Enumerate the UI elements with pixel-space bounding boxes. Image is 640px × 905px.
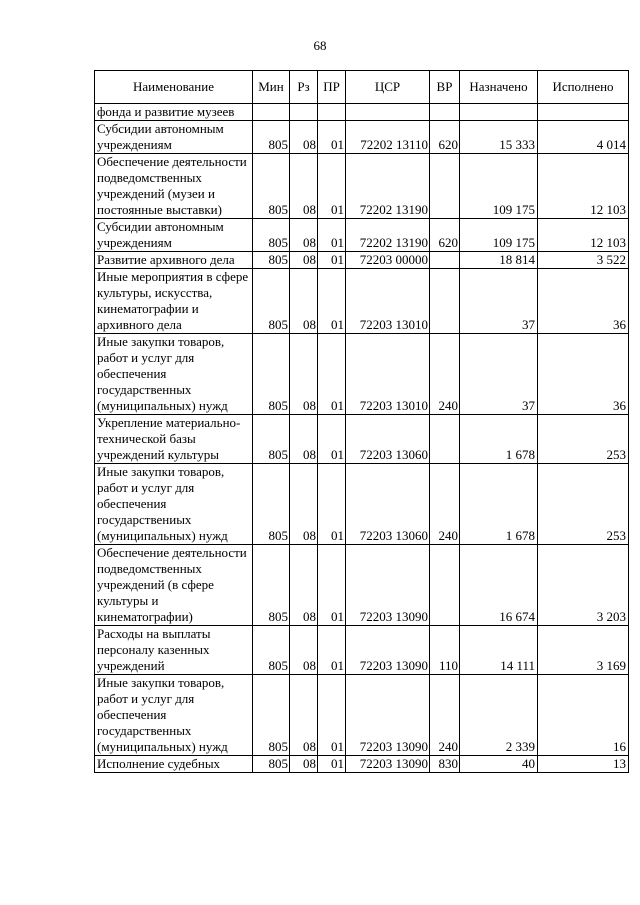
table-row: [95, 154, 629, 219]
header-assigned: Назначено: [460, 71, 538, 104]
table-row: [95, 415, 629, 464]
cell-executed: 253: [538, 464, 629, 545]
cell-pr: 01: [318, 121, 346, 154]
cell-vr: 620: [430, 121, 460, 154]
cell-name: Развитие архивного дела: [95, 252, 253, 269]
cell-executed: 36: [538, 269, 629, 334]
header-vr: ВР: [430, 71, 460, 104]
cell-executed: 3 203: [538, 545, 629, 626]
table-body: [95, 104, 629, 773]
cell-rz: 08: [290, 545, 318, 626]
header-rz: Рз: [290, 71, 318, 104]
cell-rz: 08: [290, 756, 318, 773]
cell-rz: 08: [290, 464, 318, 545]
cell-min: [253, 104, 290, 121]
cell-vr: [430, 269, 460, 334]
cell-csr: [346, 104, 430, 121]
cell-min: 805: [253, 415, 290, 464]
table-row: [95, 252, 629, 269]
cell-rz: 08: [290, 415, 318, 464]
cell-assigned: 2 339: [460, 675, 538, 756]
cell-assigned: 1 678: [460, 415, 538, 464]
cell-vr: [430, 104, 460, 121]
cell-pr: [318, 104, 346, 121]
header-csr: ЦСР: [346, 71, 430, 104]
cell-rz: 08: [290, 334, 318, 415]
cell-pr: 01: [318, 154, 346, 219]
cell-pr: 01: [318, 464, 346, 545]
table-row: [95, 219, 629, 252]
cell-vr: [430, 545, 460, 626]
cell-csr: 72203 13090: [346, 545, 430, 626]
cell-rz: 08: [290, 269, 318, 334]
cell-pr: 01: [318, 219, 346, 252]
cell-assigned: 15 333: [460, 121, 538, 154]
cell-csr: 72202 13190: [346, 154, 430, 219]
cell-vr: [430, 252, 460, 269]
cell-vr: [430, 415, 460, 464]
cell-executed: 13: [538, 756, 629, 773]
header-executed: Исполнено: [538, 71, 629, 104]
cell-rz: 08: [290, 154, 318, 219]
table-row: [95, 334, 629, 415]
cell-executed: 12 103: [538, 154, 629, 219]
cell-pr: 01: [318, 675, 346, 756]
cell-csr: 72203 13060: [346, 415, 430, 464]
cell-csr: 72203 13010: [346, 269, 430, 334]
table-row: [95, 756, 629, 773]
header-row: [95, 71, 629, 104]
cell-assigned: 109 175: [460, 154, 538, 219]
table-row: [95, 675, 629, 756]
cell-name: Исполнение судебных: [95, 756, 253, 773]
table-row: [95, 121, 629, 154]
cell-executed: 253: [538, 415, 629, 464]
table-row: [95, 104, 629, 121]
cell-csr: 72203 13090: [346, 626, 430, 675]
cell-csr: 72203 13060: [346, 464, 430, 545]
cell-min: 805: [253, 121, 290, 154]
table-row: [95, 464, 629, 545]
cell-min: 805: [253, 252, 290, 269]
table-row: [95, 545, 629, 626]
page-number: 68: [313, 38, 327, 53]
cell-name: Обеспечение деятельности подведомственных учреждений (музеи и постоянные выставки): [95, 154, 253, 219]
cell-min: 805: [253, 219, 290, 252]
cell-assigned: 16 674: [460, 545, 538, 626]
cell-vr: 830: [430, 756, 460, 773]
cell-executed: 4 014: [538, 121, 629, 154]
cell-pr: 01: [318, 252, 346, 269]
cell-assigned: 18 814: [460, 252, 538, 269]
cell-assigned: 1 678: [460, 464, 538, 545]
budget-table: [94, 70, 629, 773]
header-name: Наименование: [95, 71, 253, 104]
cell-pr: 01: [318, 626, 346, 675]
cell-vr: [430, 154, 460, 219]
table-header: [95, 71, 629, 104]
cell-csr: 72202 13190: [346, 219, 430, 252]
cell-rz: 08: [290, 121, 318, 154]
cell-min: 805: [253, 334, 290, 415]
cell-name: фонда и развитие музеев: [95, 104, 253, 121]
cell-csr: 72203 13090: [346, 756, 430, 773]
header-min: Мин: [253, 71, 290, 104]
cell-rz: [290, 104, 318, 121]
cell-rz: 08: [290, 626, 318, 675]
cell-min: 805: [253, 154, 290, 219]
cell-name: Расходы на выплаты персоналу казенных учреждений: [95, 626, 253, 675]
cell-name: Субсидии автономным учреждениям: [95, 121, 253, 154]
table-row: [95, 626, 629, 675]
cell-executed: 16: [538, 675, 629, 756]
cell-assigned: 37: [460, 334, 538, 415]
cell-name: Укрепление материально-технической базы учреждений культуры: [95, 415, 253, 464]
cell-vr: 240: [430, 675, 460, 756]
cell-rz: 08: [290, 219, 318, 252]
cell-pr: 01: [318, 269, 346, 334]
cell-name: Иные закупки товаров, работ и услуг для обеспечения государствениых (муниципальных) нужд: [95, 464, 253, 545]
cell-assigned: 37: [460, 269, 538, 334]
cell-csr: 72202 13110: [346, 121, 430, 154]
cell-vr: 110: [430, 626, 460, 675]
cell-name: Обеспечение деятельности подведомственных учреждений (в сфере культуры и кинематографии): [95, 545, 253, 626]
cell-csr: 72203 00000: [346, 252, 430, 269]
header-pr: ПР: [318, 71, 346, 104]
cell-csr: 72203 13090: [346, 675, 430, 756]
cell-name: Иные мероприятия в сфере культуры, искусства, кинематографии и архивного дела: [95, 269, 253, 334]
cell-pr: 01: [318, 756, 346, 773]
cell-assigned: 109 175: [460, 219, 538, 252]
cell-pr: 01: [318, 415, 346, 464]
cell-executed: 36: [538, 334, 629, 415]
cell-min: 805: [253, 464, 290, 545]
cell-vr: 240: [430, 334, 460, 415]
cell-executed: [538, 104, 629, 121]
cell-vr: 620: [430, 219, 460, 252]
cell-pr: 01: [318, 334, 346, 415]
cell-name: Иные закупки товаров, работ и услуг для обеспечения государственных (муниципальных) нужд: [95, 675, 253, 756]
cell-assigned: 40: [460, 756, 538, 773]
cell-csr: 72203 13010: [346, 334, 430, 415]
cell-vr: 240: [430, 464, 460, 545]
table-row: [95, 269, 629, 334]
cell-executed: 12 103: [538, 219, 629, 252]
cell-pr: 01: [318, 545, 346, 626]
cell-min: 805: [253, 675, 290, 756]
cell-min: 805: [253, 545, 290, 626]
cell-rz: 08: [290, 675, 318, 756]
cell-assigned: [460, 104, 538, 121]
cell-name: Иные закупки товаров, работ и услуг для обеспечения государственных (муниципальных) нужд: [95, 334, 253, 415]
cell-name: Субсидии автономным учреждениям: [95, 219, 253, 252]
cell-assigned: 14 111: [460, 626, 538, 675]
cell-min: 805: [253, 756, 290, 773]
cell-executed: 3 169: [538, 626, 629, 675]
cell-min: 805: [253, 626, 290, 675]
cell-executed: 3 522: [538, 252, 629, 269]
cell-min: 805: [253, 269, 290, 334]
cell-rz: 08: [290, 252, 318, 269]
